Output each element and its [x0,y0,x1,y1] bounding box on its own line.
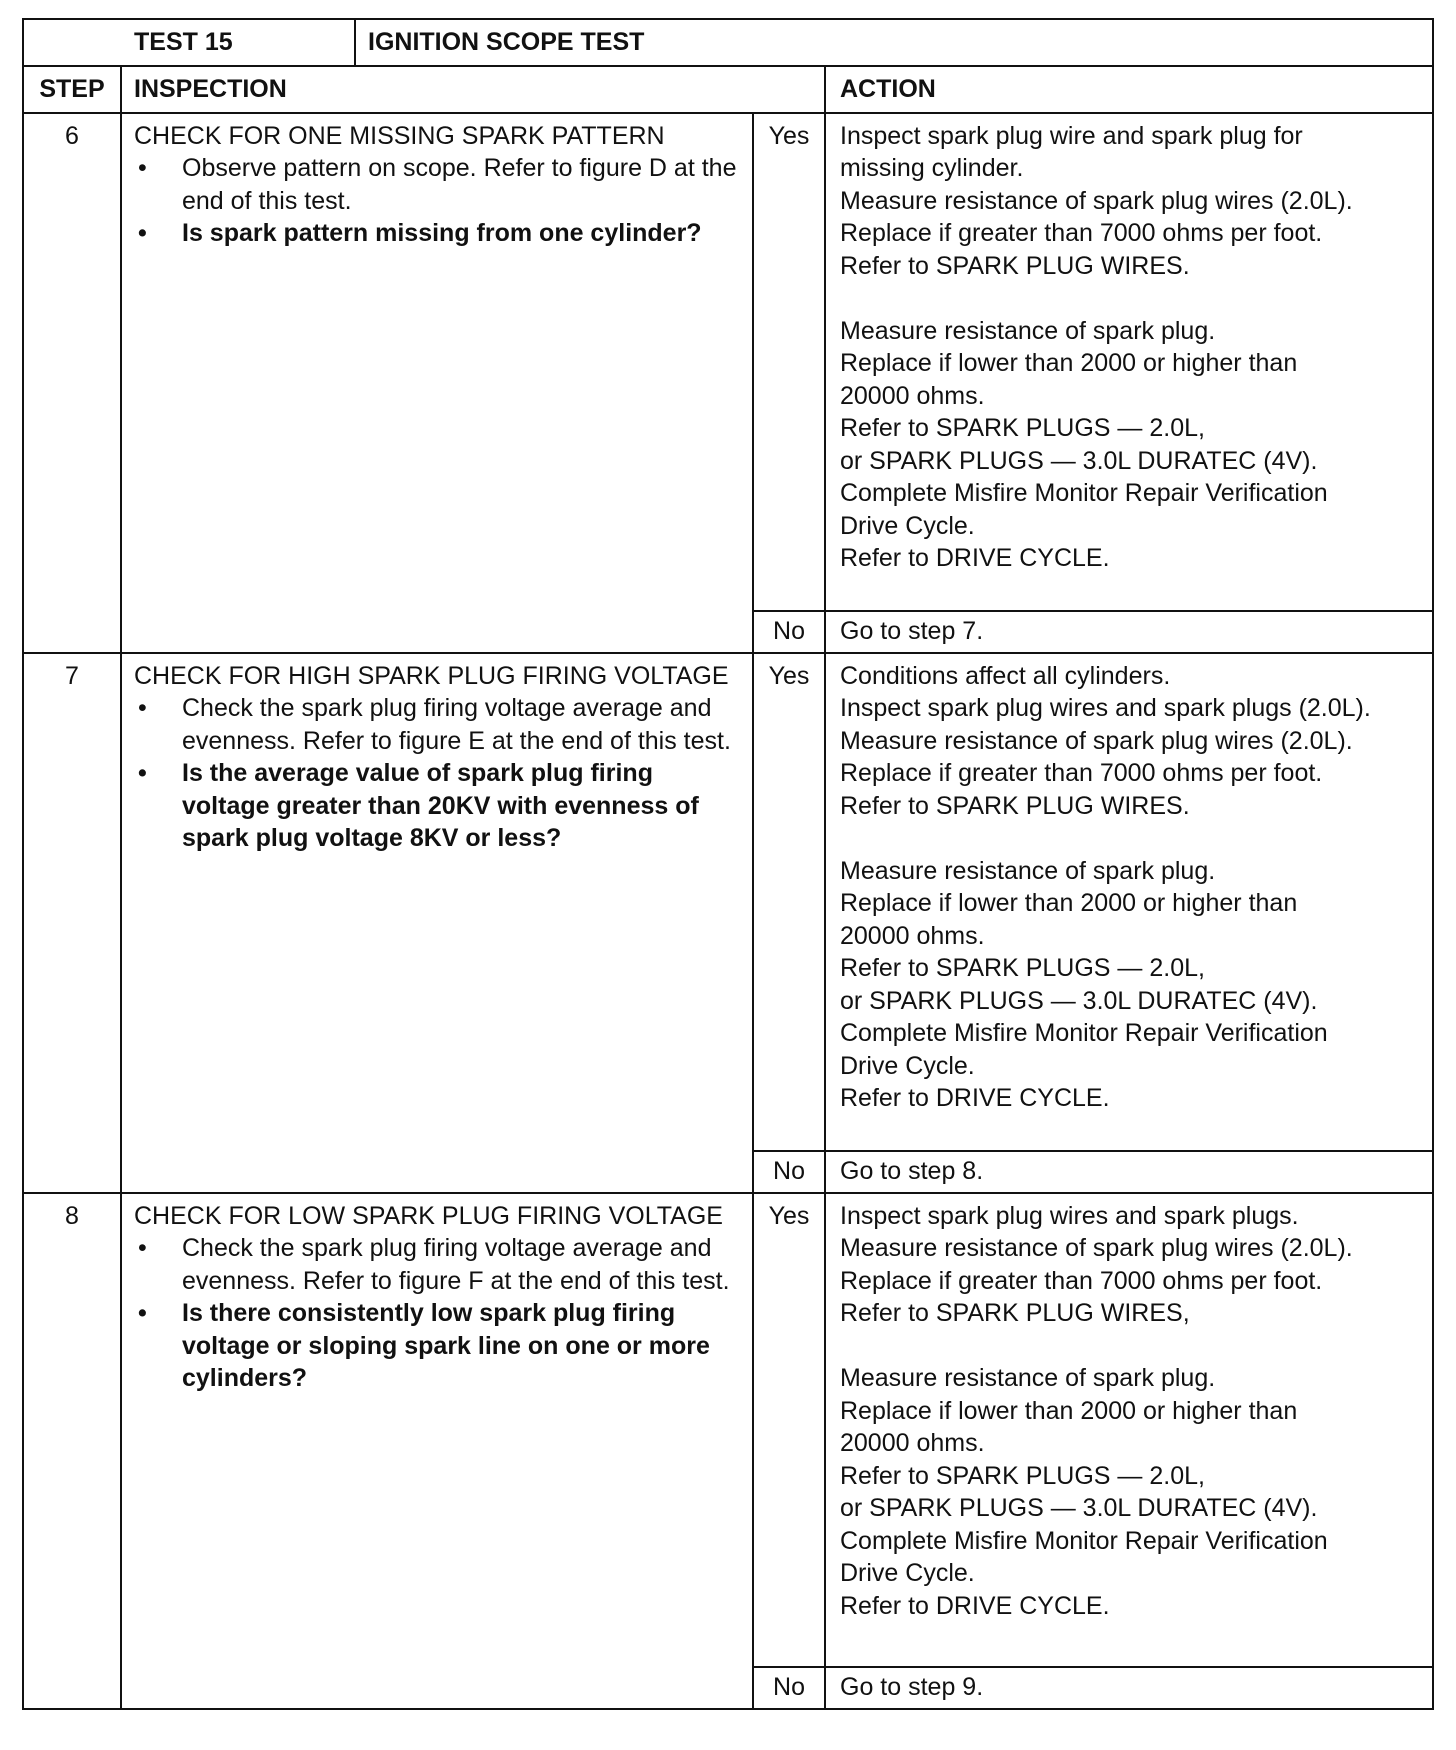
no-label: No [753,611,825,653]
step-row [23,653,1433,1151]
action-line: Measure resistance of spark plug. [840,316,1216,345]
action-line: missing cylinder. [840,154,1024,182]
no-action: Go to step 8. [825,1151,1433,1193]
action-line: Replace if greater than 7000 ohms per foot. [840,1266,1323,1295]
no-action: Go to step 9. [825,1667,1433,1709]
inspection-cell [121,113,753,653]
action-line: Measure resistance of spark plug wires (2.0L). [840,726,1353,755]
action-line: Measure resistance of spark plug wires (2.0L). [840,186,1353,215]
action-line: 20000 ohms. [840,381,985,410]
action-line: Inspect spark plug wire and spark plug for [840,121,1303,150]
step-row [23,1193,1433,1667]
inspection-cell [121,653,753,1193]
test-title-row [23,19,1433,66]
inspection-list [134,1232,744,1395]
action-line: 20000 ohms. [840,1429,985,1457]
steps-table [22,112,1434,1710]
inspection-column-header: INSPECTION [121,66,825,113]
action-line: Refer to DRIVE CYCLE. [840,544,1110,572]
action-line: Replace if greater than 7000 ohms per foot. [840,219,1323,247]
action-line: Drive Cycle. [840,1559,975,1587]
no-label: No [753,1667,825,1709]
yes-action-cell [825,113,1433,611]
yes-action-cell [825,653,1433,1151]
inspection-question: • Is there consistently low spark plug firing voltage or sloping spark line on one or more cylinders? [182,1297,744,1395]
action-line: Refer to SPARK PLUGS — 2.0L, [840,954,1205,982]
action-spacer [840,822,1424,855]
action-line: Drive Cycle. [840,511,975,540]
action-line: Inspect spark plug wires and spark plugs. [840,1201,1299,1230]
action-line: Conditions affect all cylinders. [840,661,1171,690]
inspection-instruction: • Check the spark plug firing voltage average and evenness. Refer to figure F at the end of this test. [182,1232,744,1297]
action-line: Refer to SPARK PLUG WIRES. [840,251,1190,280]
step-number: 6 [23,113,121,653]
step-column-header: STEP [23,66,121,113]
action-line: Measure resistance of spark plug. [840,856,1216,885]
action-line: Replace if lower than 2000 or higher than [840,889,1298,917]
action-line: Refer to SPARK PLUGS — 2.0L, [840,414,1205,442]
no-label: No [753,1151,825,1193]
step-number: 8 [23,1193,121,1709]
action-column-header: ACTION [825,66,1433,113]
inspection-cell [121,1193,753,1709]
action-line: Complete Misfire Monitor Repair Verification [840,1526,1328,1555]
inspection-list [134,152,744,250]
action-line: Complete Misfire Monitor Repair Verification [840,1019,1328,1047]
action-line: Complete Misfire Monitor Repair Verification [840,479,1328,507]
action-line: Measure resistance of spark plug. [840,1364,1216,1392]
action-line: Refer to SPARK PLUG WIRES, [840,1299,1190,1327]
action-line: Refer to SPARK PLUGS — 2.0L, [840,1461,1205,1490]
step-number: 7 [23,653,121,1193]
test-table [22,18,1434,114]
diagnostic-test-document [22,18,1432,1710]
inspection-question: • Is spark pattern missing from one cylinder? [182,217,744,250]
action-line: or SPARK PLUGS — 3.0L DURATEC (4V). [840,446,1318,475]
test-label: TEST 15 [134,28,233,56]
action-line: Replace if lower than 2000 or higher than [840,1396,1298,1425]
inspection-list [134,692,744,855]
action-line: Measure resistance of spark plug wires (2.0L). [840,1234,1353,1262]
inspection-heading: CHECK FOR HIGH SPARK PLUG FIRING VOLTAGE [134,661,729,690]
column-header-row [23,66,1433,113]
yes-label: Yes [753,1193,825,1667]
action-line: Refer to DRIVE CYCLE. [840,1591,1110,1620]
action-spacer [840,282,1424,315]
inspection-instruction: • Observe pattern on scope. Refer to figure D at the end of this test. [182,152,744,217]
action-line: Inspect spark plug wires and spark plugs (2.0L). [840,694,1371,722]
inspection-question: • Is the average value of spark plug firing voltage greater than 20KV with evenness of spark plug voltage 8KV or less? [182,757,744,855]
action-line: or SPARK PLUGS — 3.0L DURATEC (4V). [840,986,1318,1015]
test-title: IGNITION SCOPE TEST [354,20,1432,65]
action-line: Refer to SPARK PLUG WIRES. [840,791,1190,820]
action-line: Refer to DRIVE CYCLE. [840,1084,1110,1112]
action-line: or SPARK PLUGS — 3.0L DURATEC (4V). [840,1494,1318,1522]
inspection-heading: CHECK FOR ONE MISSING SPARK PATTERN [134,121,665,150]
inspection-heading: CHECK FOR LOW SPARK PLUG FIRING VOLTAGE [134,1201,723,1230]
yes-label: Yes [753,113,825,611]
action-line: Replace if greater than 7000 ohms per foot. [840,759,1323,787]
yes-label: Yes [753,653,825,1151]
action-line: 20000 ohms. [840,921,985,950]
inspection-instruction: • Check the spark plug firing voltage average and evenness. Refer to figure E at the end of this test. [182,692,744,757]
no-action: Go to step 7. [825,611,1433,653]
action-line: Drive Cycle. [840,1051,975,1080]
action-spacer [840,1330,1424,1363]
action-line: Replace if lower than 2000 or higher than [840,349,1298,377]
step-row [23,113,1433,611]
yes-action-cell [825,1193,1433,1667]
